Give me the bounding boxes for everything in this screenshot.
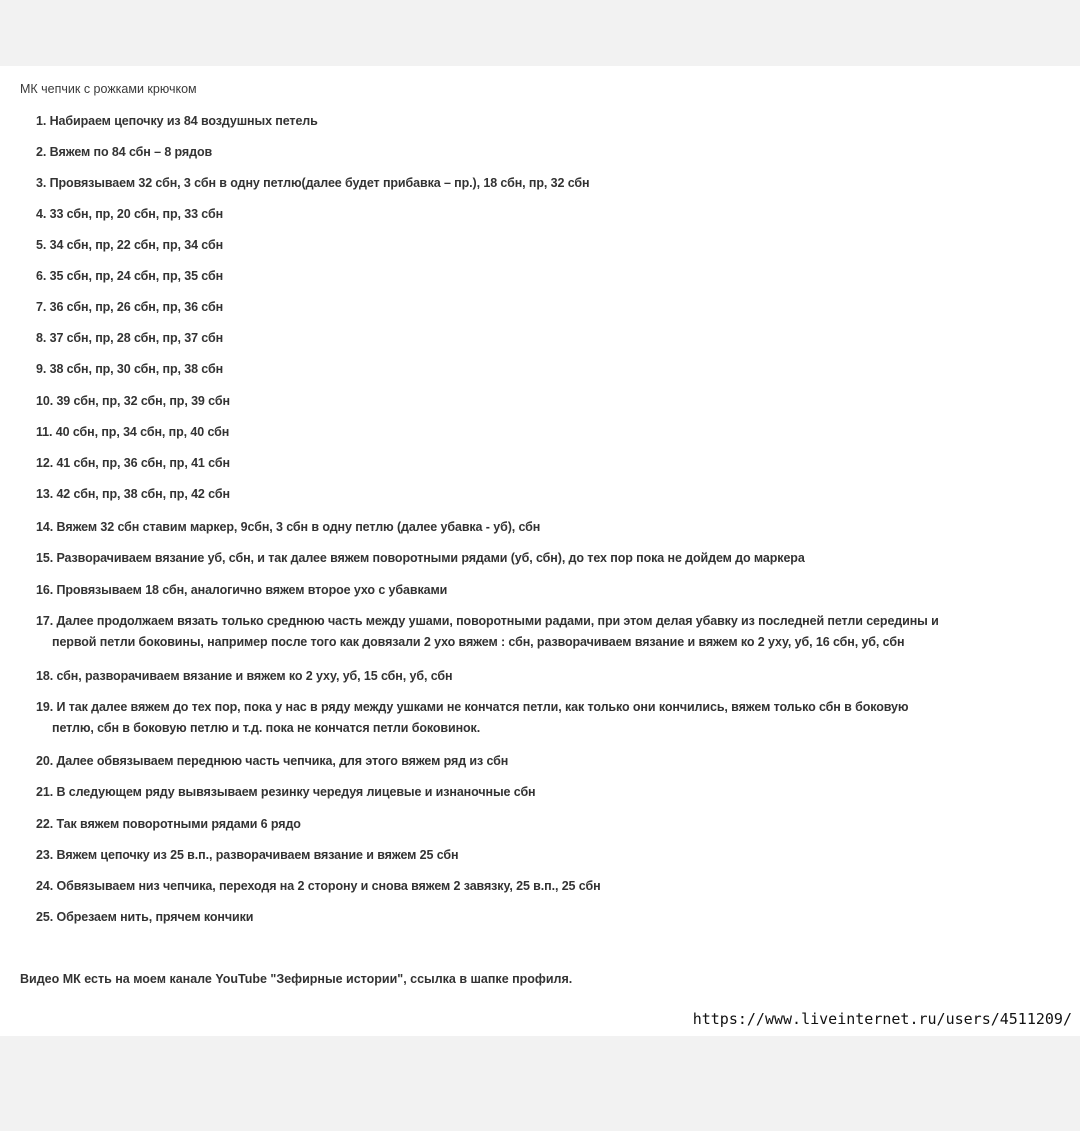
list-item [36, 173, 1066, 194]
list-item [36, 580, 1066, 601]
footer-note: Видео МК есть на моем канале YouTube "Зефирные истории", ссылка в шапке профиля. [20, 972, 573, 986]
step-number: 10. [36, 394, 54, 408]
list-item [36, 782, 1066, 803]
list-item [36, 611, 1066, 653]
document-page [0, 66, 1080, 1036]
step-number: 15. [36, 551, 54, 565]
step-number: 18. [36, 669, 54, 683]
step-text: Вяжем 32 сбн ставим маркер, 9сбн, 3 сбн в одну петлю (далее убавка - уб), сбн [56, 520, 541, 534]
step-text: Обрезаем нить, прячем кончики [56, 910, 254, 924]
list-item [36, 422, 1066, 443]
step-number: 12. [36, 456, 54, 470]
list-item [36, 751, 1066, 772]
step-number: 19. [36, 700, 54, 714]
step-number: 21. [36, 785, 54, 799]
step-text: 36 сбн, пр, 26 сбн, пр, 36 сбн [49, 300, 224, 314]
step-text: Разворачиваем вязание уб, сбн, и так далее вяжем поворотными рядами (уб, сбн), до тех пор пока не дойдем до маркера [56, 551, 805, 565]
step-text: 40 сбн, пр, 34 сбн, пр, 40 сбн [55, 425, 230, 439]
source-url-watermark: https://www.liveinternet.ru/users/4511209/ [692, 1010, 1072, 1028]
list-item [36, 142, 1066, 163]
step-number: 5. [36, 238, 47, 252]
list-item [36, 111, 1066, 132]
step-number: 20. [36, 754, 54, 768]
step-number: 1. [36, 114, 47, 128]
step-number: 7. [36, 300, 47, 314]
list-item [36, 907, 1066, 928]
step-number: 8. [36, 331, 47, 345]
step-text: Так вяжем поворотными рядами 6 рядо [56, 817, 301, 831]
step-number: 23. [36, 848, 54, 862]
step-text: сбн, разворачиваем вязание и вяжем ко 2 уху, уб, 15 сбн, уб, сбн [56, 669, 453, 683]
step-text: Вяжем по 84 сбн – 8 рядов [49, 145, 213, 159]
list-item [36, 845, 1066, 866]
document-title: МК чепчик с рожками крючком [20, 82, 197, 96]
step-number: 2. [36, 145, 47, 159]
list-item [36, 666, 1066, 687]
step-text: 37 сбн, пр, 28 сбн, пр, 37 сбн [49, 331, 224, 345]
step-text: 39 сбн, пр, 32 сбн, пр, 39 сбн [56, 394, 230, 408]
list-item [36, 814, 1066, 835]
step-text: 35 сбн, пр, 24 сбн, пр, 35 сбн [49, 269, 224, 283]
step-text: 34 сбн, пр, 22 сбн, пр, 34 сбн [49, 238, 224, 252]
step-text: Набираем цепочку из 84 воздушных петель [49, 114, 318, 128]
step-text: В следующем ряду вывязываем резинку чередуя лицевые и изнаночные сбн [56, 785, 536, 799]
step-number: 22. [36, 817, 54, 831]
list-item [36, 697, 1066, 739]
step-number: 3. [36, 176, 47, 190]
step-number: 6. [36, 269, 47, 283]
step-text: Обвязываем низ чепчика, переходя на 2 сторону и снова вяжем 2 завязку, 25 в.п., 25 сбн [56, 879, 601, 893]
step-text: Далее обвязываем переднюю часть чепчика, для этого вяжем ряд из сбн [56, 754, 509, 768]
step-text: Провязываем 18 сбн, аналогично вяжем второе ухо с убавками [56, 583, 448, 597]
step-number: 9. [36, 362, 47, 376]
list-item [36, 548, 1066, 569]
step-number: 17. [36, 614, 54, 628]
step-number: 24. [36, 879, 54, 893]
step-text: 42 сбн, пр, 38 сбн, пр, 42 сбн [56, 487, 230, 501]
step-text: Вяжем цепочку из 25 в.п., разворачиваем вязание и вяжем 25 сбн [56, 848, 459, 862]
list-item [36, 391, 1066, 412]
step-number: 13. [36, 487, 54, 501]
step-number: 16. [36, 583, 54, 597]
step-number: 25. [36, 910, 54, 924]
step-text: И так далее вяжем до тех пор, пока у нас в ряду между ушками не кончатся петли, как только они кончились, вяжем только сбн в боковую [56, 700, 909, 714]
step-number: 11. [36, 425, 53, 439]
list-item [36, 328, 1066, 349]
list-item [36, 876, 1066, 897]
list-item [36, 297, 1066, 318]
list-item [36, 359, 1066, 380]
step-number: 4. [36, 207, 47, 221]
step-number: 14. [36, 520, 54, 534]
step-text: Провязываем 32 сбн, 3 сбн в одну петлю(далее будет прибавка – пр.), 18 сбн, пр, 32 сбн [49, 176, 590, 190]
list-item [36, 204, 1066, 225]
list-item [36, 266, 1066, 287]
step-text-continuation: первой петли боковины, например после того как довязали 2 ухо вяжем : сбн, разворачиваем вязание и вяжем ко 2 уху, уб, 16 сбн, уб, сбн [52, 635, 905, 649]
step-text: 38 сбн, пр, 30 сбн, пр, 38 сбн [49, 362, 224, 376]
step-text: 41 сбн, пр, 36 сбн, пр, 41 сбн [56, 456, 230, 470]
list-item [36, 517, 1066, 538]
list-item [36, 453, 1066, 474]
step-text-continuation: петлю, сбн в боковую петлю и т.д. пока не кончатся петли боковинок. [52, 721, 481, 735]
step-text: Далее продолжаем вязать только среднюю часть между ушами, поворотными радами, при этом делая убавку из последней петли середины и [56, 614, 939, 628]
list-item [36, 484, 1066, 505]
step-text: 33 сбн, пр, 20 сбн, пр, 33 сбн [49, 207, 224, 221]
list-item [36, 235, 1066, 256]
